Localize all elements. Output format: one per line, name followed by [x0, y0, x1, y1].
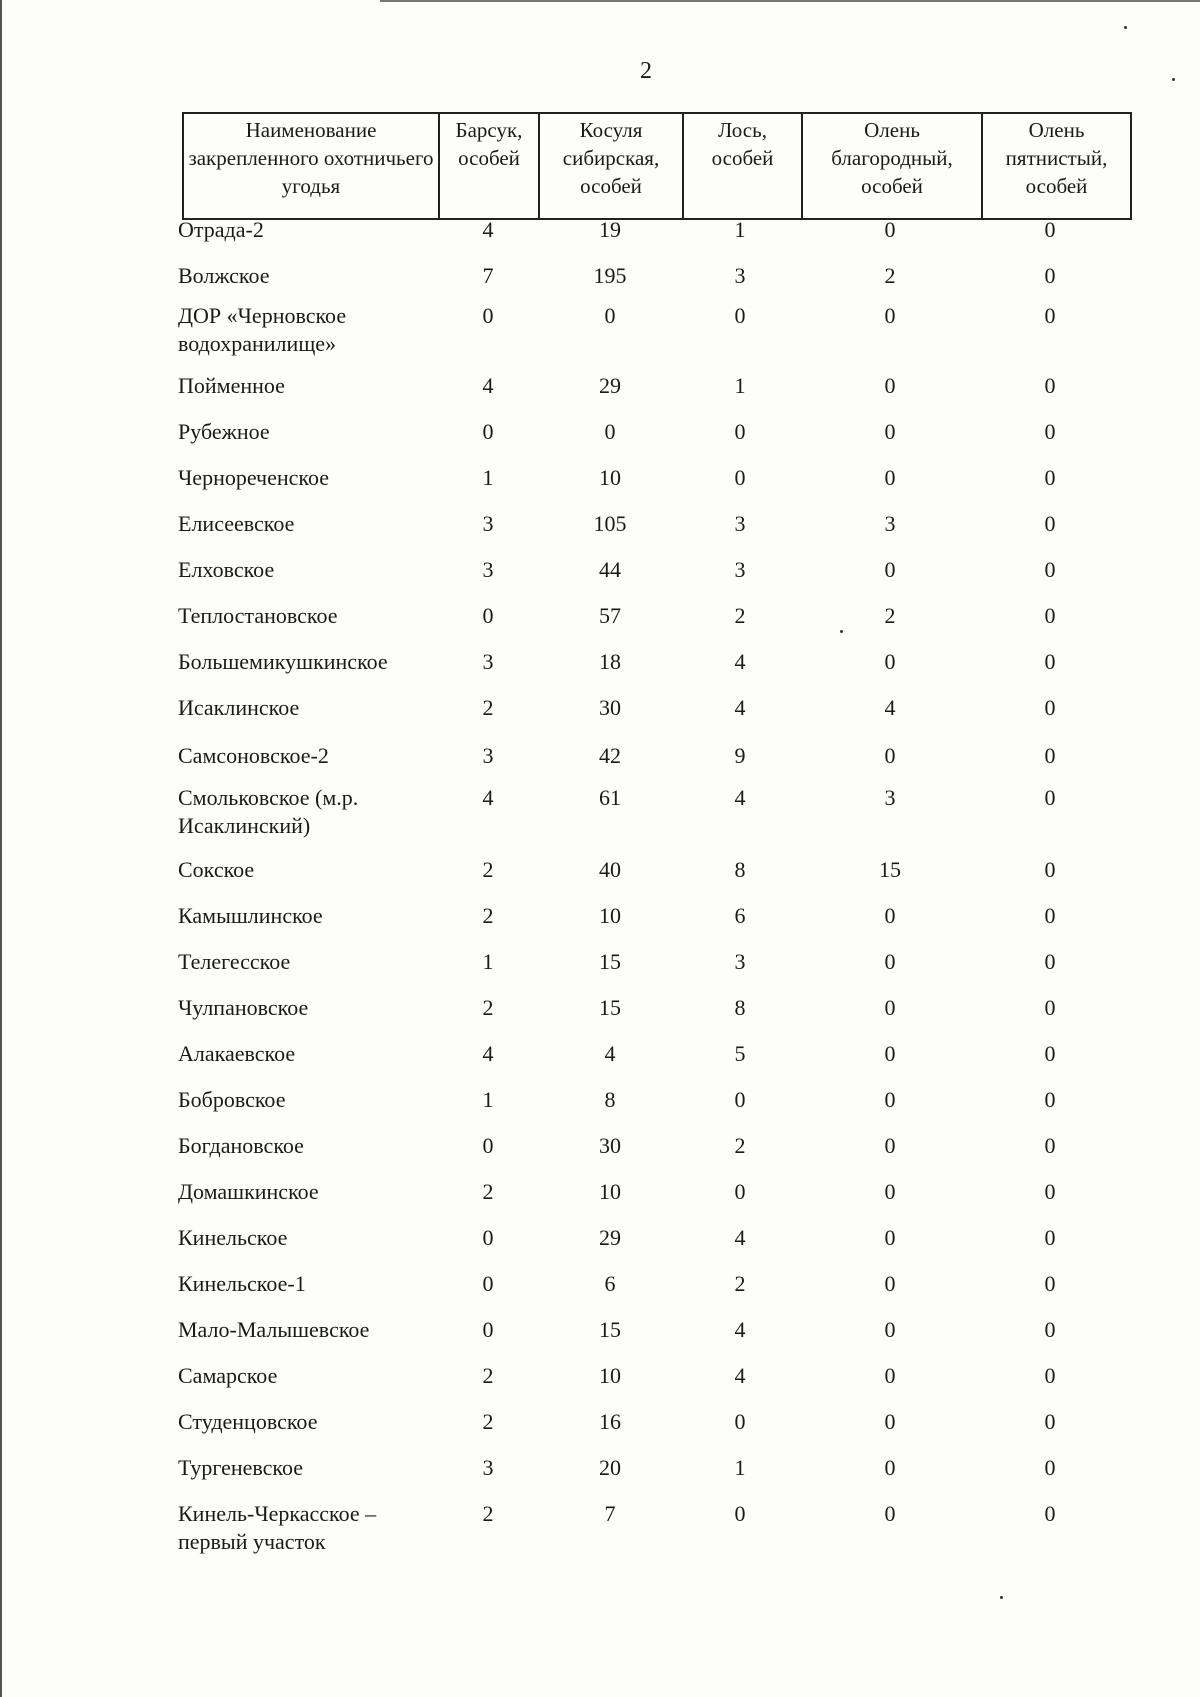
cell-count: 40 — [599, 857, 621, 882]
cell-count: 0 — [482, 419, 494, 444]
page-number: 2 — [640, 58, 652, 84]
cell-count: 0 — [1044, 419, 1056, 444]
cell-count: 0 — [884, 465, 896, 490]
cell-count: 0 — [1044, 557, 1056, 582]
cell-count: 4 — [482, 1041, 494, 1066]
cell-count: 20 — [599, 1455, 621, 1480]
cell-count: 0 — [1044, 857, 1056, 882]
cell-count: 30 — [599, 695, 621, 720]
cell-count: 0 — [1044, 465, 1056, 490]
cell-count: 9 — [734, 743, 746, 768]
cell-count: 16 — [599, 1409, 621, 1434]
cell-count: 0 — [884, 1317, 896, 1342]
cell-count: 29 — [599, 1225, 621, 1250]
cell-count: 0 — [884, 217, 896, 242]
column-header-sika-deer: Олень пятнистый, особей — [982, 113, 1131, 219]
cell-count: 57 — [599, 603, 621, 628]
cell-count: 0 — [1044, 949, 1056, 974]
cell-hunting-ground-name: Студенцовское — [178, 1409, 318, 1434]
cell-count: 0 — [884, 949, 896, 974]
cell-count: 0 — [1044, 1179, 1056, 1204]
cell-count: 0 — [1044, 303, 1056, 328]
cell-count: 3 — [734, 263, 746, 288]
column-header-roe-deer: Косуля сибирская, особей — [539, 113, 683, 219]
cell-count: 0 — [482, 303, 494, 328]
cell-count: 4 — [734, 649, 746, 674]
cell-hunting-ground-name: Самарское — [178, 1363, 278, 1388]
cell-count: 4 — [884, 695, 896, 720]
cell-count: 0 — [1044, 603, 1056, 628]
cell-count: 195 — [593, 263, 627, 288]
cell-count: 1 — [482, 949, 494, 974]
table-row — [0, 302, 1200, 362]
scan-top-edge — [380, 0, 1200, 2]
cell-count: 2 — [482, 903, 494, 928]
cell-count: 0 — [884, 903, 896, 928]
cell-count: 0 — [482, 1271, 494, 1296]
cell-count: 10 — [599, 1179, 621, 1204]
cell-count: 4 — [734, 695, 746, 720]
cell-count: 4 — [482, 785, 494, 810]
cell-count: 2 — [734, 1133, 746, 1158]
column-header-badger: Барсук, особей — [439, 113, 539, 219]
cell-count: 0 — [1044, 1225, 1056, 1250]
column-header-hunting-ground: Наименование закрепленного охотничьего угодья — [183, 113, 439, 219]
cell-count: 8 — [734, 857, 746, 882]
scan-speck — [1124, 26, 1127, 29]
cell-count: 15 — [599, 949, 621, 974]
cell-count: 4 — [734, 785, 746, 810]
cell-count: 0 — [604, 419, 616, 444]
cell-count: 0 — [734, 1179, 746, 1204]
table-row — [0, 784, 1200, 844]
column-header-red-deer: Олень благородный, особей — [802, 113, 982, 219]
cell-hunting-ground-name: Кинельское — [178, 1225, 288, 1250]
cell-count: 0 — [1044, 263, 1056, 288]
cell-hunting-ground-name: Богдановское — [178, 1133, 304, 1158]
cell-hunting-ground-name: Чулпановское — [178, 995, 309, 1020]
cell-count: 0 — [884, 1179, 896, 1204]
cell-count: 15 — [879, 857, 901, 882]
cell-hunting-ground-name: Отрада-2 — [178, 217, 264, 242]
cell-count: 0 — [884, 557, 896, 582]
cell-count: 0 — [1044, 1041, 1056, 1066]
cell-count: 8 — [734, 995, 746, 1020]
cell-hunting-ground-name: Тургеневское — [178, 1455, 304, 1480]
cell-count: 0 — [1044, 649, 1056, 674]
table-header — [182, 112, 1132, 220]
cell-count: 19 — [599, 217, 621, 242]
cell-count: 3 — [482, 1455, 494, 1480]
cell-count: 0 — [604, 303, 616, 328]
cell-count: 0 — [884, 1409, 896, 1434]
cell-count: 0 — [884, 1363, 896, 1388]
cell-count: 0 — [884, 1087, 896, 1112]
cell-count: 3 — [482, 649, 494, 674]
cell-count: 0 — [734, 1409, 746, 1434]
cell-count: 3 — [482, 557, 494, 582]
cell-count: 10 — [599, 465, 621, 490]
cell-count: 0 — [482, 603, 494, 628]
cell-count: 2 — [734, 1271, 746, 1296]
scan-speck — [1000, 1596, 1003, 1599]
cell-count: 1 — [482, 1087, 494, 1112]
cell-count: 3 — [734, 511, 746, 536]
cell-hunting-ground-name: Пойменное — [178, 373, 285, 398]
cell-count: 15 — [599, 995, 621, 1020]
cell-count: 0 — [884, 1271, 896, 1296]
cell-count: 7 — [604, 1501, 616, 1526]
cell-hunting-ground-name: ДОР «Черновское водохранилище» — [178, 303, 347, 356]
cell-count: 3 — [482, 743, 494, 768]
cell-count: 0 — [1044, 1317, 1056, 1342]
cell-count: 2 — [734, 603, 746, 628]
cell-count: 0 — [884, 1133, 896, 1158]
cell-count: 0 — [884, 1501, 896, 1526]
cell-count: 0 — [734, 1501, 746, 1526]
cell-count: 10 — [599, 903, 621, 928]
cell-hunting-ground-name: Волжское — [178, 263, 270, 288]
cell-count: 0 — [884, 995, 896, 1020]
cell-hunting-ground-name: Алакаевское — [178, 1041, 296, 1066]
cell-hunting-ground-name: Телегесское — [178, 949, 291, 974]
cell-count: 4 — [482, 217, 494, 242]
cell-count: 0 — [1044, 695, 1056, 720]
cell-count: 3 — [884, 511, 896, 536]
cell-hunting-ground-name: Бобровское — [178, 1087, 286, 1112]
cell-count: 0 — [884, 373, 896, 398]
cell-count: 0 — [1044, 1363, 1056, 1388]
cell-count: 29 — [599, 373, 621, 398]
cell-hunting-ground-name: Елховское — [178, 557, 275, 582]
cell-count: 0 — [482, 1133, 494, 1158]
cell-count: 18 — [599, 649, 621, 674]
cell-hunting-ground-name: Чернореченское — [178, 465, 330, 490]
cell-count: 0 — [1044, 995, 1056, 1020]
cell-hunting-ground-name: Большемикушкинское — [178, 649, 388, 674]
cell-count: 3 — [482, 511, 494, 536]
cell-hunting-ground-name: Кинель-Черкасское – первый участок — [178, 1501, 377, 1554]
cell-count: 0 — [1044, 373, 1056, 398]
column-header-elk: Лось, особей — [683, 113, 802, 219]
cell-hunting-ground-name: Елисеевское — [178, 511, 295, 536]
cell-count: 5 — [734, 1041, 746, 1066]
cell-count: 2 — [482, 1363, 494, 1388]
cell-count: 2 — [482, 695, 494, 720]
cell-count: 0 — [884, 1225, 896, 1250]
cell-count: 0 — [482, 1225, 494, 1250]
cell-count: 2 — [482, 1501, 494, 1526]
cell-hunting-ground-name: Домашкинское — [178, 1179, 319, 1204]
cell-count: 0 — [1044, 1455, 1056, 1480]
cell-count: 42 — [599, 743, 621, 768]
cell-count: 3 — [734, 557, 746, 582]
cell-count: 105 — [593, 511, 627, 536]
cell-count: 0 — [482, 1317, 494, 1342]
cell-count: 1 — [734, 217, 746, 242]
cell-count: 2 — [482, 857, 494, 882]
cell-count: 0 — [884, 743, 896, 768]
cell-count: 0 — [1044, 1501, 1056, 1526]
cell-count: 0 — [734, 465, 746, 490]
cell-count: 0 — [734, 1087, 746, 1112]
cell-count: 7 — [482, 263, 494, 288]
cell-count: 4 — [604, 1041, 616, 1066]
cell-count: 0 — [1044, 1409, 1056, 1434]
cell-count: 0 — [734, 303, 746, 328]
cell-count: 1 — [734, 1455, 746, 1480]
cell-count: 3 — [884, 785, 896, 810]
cell-hunting-ground-name: Смольковское (м.р. Исаклинский) — [178, 785, 359, 838]
cell-count: 0 — [884, 1041, 896, 1066]
cell-count: 2 — [884, 603, 896, 628]
cell-count: 0 — [1044, 743, 1056, 768]
cell-count: 0 — [884, 303, 896, 328]
table-row — [0, 1500, 1200, 1560]
cell-count: 0 — [884, 649, 896, 674]
cell-count: 2 — [482, 995, 494, 1020]
cell-count: 8 — [604, 1087, 616, 1112]
cell-count: 4 — [482, 373, 494, 398]
cell-hunting-ground-name: Камышлинское — [178, 903, 323, 928]
cell-count: 0 — [1044, 511, 1056, 536]
cell-count: 0 — [1044, 1271, 1056, 1296]
cell-count: 0 — [1044, 785, 1056, 810]
cell-count: 0 — [1044, 217, 1056, 242]
cell-hunting-ground-name: Теплостановское — [178, 603, 338, 628]
scan-speck — [1172, 78, 1175, 81]
cell-count: 4 — [734, 1225, 746, 1250]
cell-count: 6 — [604, 1271, 616, 1296]
cell-hunting-ground-name: Мало-Малышевское — [178, 1317, 370, 1342]
cell-count: 2 — [482, 1409, 494, 1434]
cell-hunting-ground-name: Исаклинское — [178, 695, 300, 720]
cell-count: 15 — [599, 1317, 621, 1342]
cell-hunting-ground-name: Сокское — [178, 857, 255, 882]
cell-count: 0 — [884, 419, 896, 444]
cell-count: 1 — [734, 373, 746, 398]
cell-count: 44 — [599, 557, 621, 582]
cell-count: 0 — [1044, 903, 1056, 928]
cell-count: 0 — [1044, 1087, 1056, 1112]
cell-hunting-ground-name: Самсоновское-2 — [178, 743, 329, 768]
cell-count: 2 — [884, 263, 896, 288]
cell-count: 30 — [599, 1133, 621, 1158]
cell-count: 4 — [734, 1317, 746, 1342]
cell-count: 6 — [734, 903, 746, 928]
cell-count: 0 — [1044, 1133, 1056, 1158]
cell-hunting-ground-name: Кинельское-1 — [178, 1271, 306, 1296]
cell-count: 10 — [599, 1363, 621, 1388]
cell-count: 0 — [734, 419, 746, 444]
cell-count: 1 — [482, 465, 494, 490]
cell-count: 2 — [482, 1179, 494, 1204]
cell-count: 0 — [884, 1455, 896, 1480]
cell-count: 61 — [599, 785, 621, 810]
cell-count: 4 — [734, 1363, 746, 1388]
cell-count: 3 — [734, 949, 746, 974]
cell-hunting-ground-name: Рубежное — [178, 419, 270, 444]
